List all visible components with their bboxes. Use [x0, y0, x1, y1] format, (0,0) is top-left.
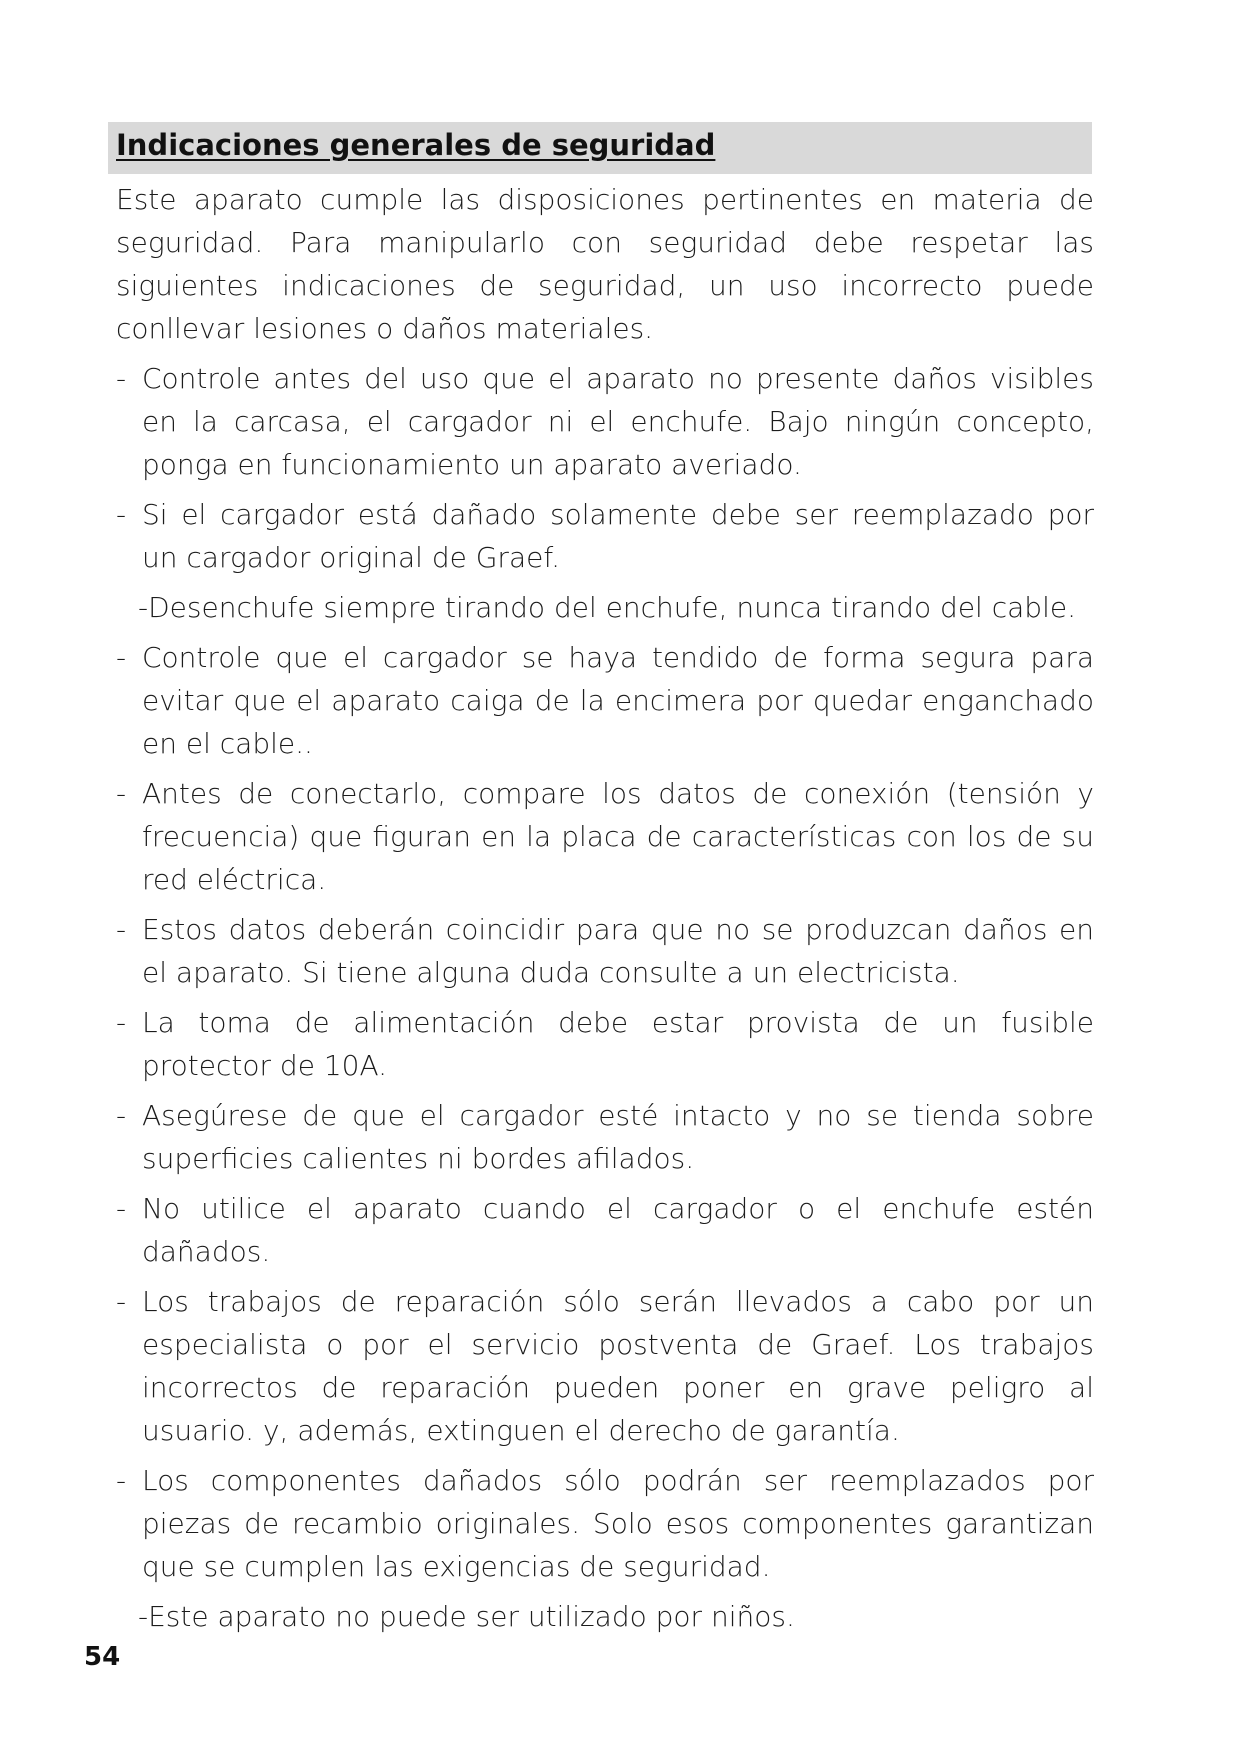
list-item-text: La toma de alimentación debe estar provista de un fusible protector de 10A. — [142, 1006, 1094, 1082]
list-item-text: -Desenchufe siempre tirando del enchufe, nunca tirando del cable. — [138, 591, 1076, 624]
list-dash: - — [116, 1099, 127, 1132]
list-item — [116, 1187, 1094, 1273]
list-item — [116, 636, 1094, 765]
list-dash: - — [116, 641, 127, 674]
list-item-text: Los trabajos de reparación sólo serán llevados a cabo por un especialista o por el servicio postventa de Graef. Los trabajos incorrectos de reparación pueden poner en grave peligro al usuario. y, además, extinguen el derecho de garantía. — [142, 1285, 1094, 1447]
list-item — [116, 586, 1094, 629]
list-dash: - — [116, 498, 127, 531]
intro-paragraph: Este aparato cumple las disposiciones pertinentes en materia de seguridad. Para manipularlo con seguridad debe respetar las siguientes indicaciones de seguridad, un uso incorrecto puede conllevar lesiones o daños materiales. — [116, 183, 1094, 345]
list-item — [116, 1459, 1094, 1588]
list-item — [116, 772, 1094, 901]
list-item-text: Los componentes dañados sólo podrán ser reemplazados por piezas de recambio originales. Solo esos componentes garantizan que se cumplen las exigencias de seguridad. — [142, 1464, 1094, 1583]
list-item — [116, 908, 1094, 994]
list-item — [116, 357, 1094, 486]
list-dash: - — [116, 1285, 127, 1318]
list-dash: - — [116, 777, 127, 810]
list-dash: - — [116, 1464, 127, 1497]
list-item-text: Controle que el cargador se haya tendido de forma segura para evitar que el aparato caiga de la encimera por quedar enganchado en el cable.. — [142, 641, 1094, 760]
list-dash: - — [116, 362, 127, 395]
list-item-text: Asegúrese de que el cargador esté intacto y no se tienda sobre superficies calientes ni bordes afilados. — [142, 1099, 1094, 1175]
list-dash: - — [116, 913, 127, 946]
list-item-text: Si el cargador está dañado solamente debe ser reemplazado por un cargador original de Graef. — [142, 498, 1094, 574]
section-title: Indicaciones generales de seguridad — [116, 128, 716, 162]
list-item-text: -Este aparato no puede ser utilizado por niños. — [138, 1600, 795, 1633]
list-item-text: Estos datos deberán coincidir para que no se produzcan daños en el aparato. Si tiene alguna duda consulte a un electricista. — [142, 913, 1094, 989]
list-item-text: Controle antes del uso que el aparato no presente daños visibles en la carcasa, el cargador ni el enchufe. Bajo ningún concepto, ponga en funcionamiento un aparato averiado. — [142, 362, 1094, 481]
safety-list — [116, 357, 1094, 1638]
list-item-text: Antes de conectarlo, compare los datos de conexión (tensión y frecuencia) que figuran en la placa de características con los de su red eléctrica. — [142, 777, 1094, 896]
page-number: 54 — [84, 1642, 121, 1672]
list-dash: - — [116, 1192, 127, 1225]
list-item — [116, 1094, 1094, 1180]
list-item-text: No utilice el aparato cuando el cargador o el enchufe estén dañados. — [142, 1192, 1094, 1268]
list-item — [116, 493, 1094, 579]
list-dash: - — [116, 1006, 127, 1039]
list-item — [116, 1001, 1094, 1087]
list-item — [116, 1595, 1094, 1638]
list-item — [116, 1280, 1094, 1452]
section-header — [108, 122, 1092, 174]
section-content — [116, 178, 1094, 1645]
